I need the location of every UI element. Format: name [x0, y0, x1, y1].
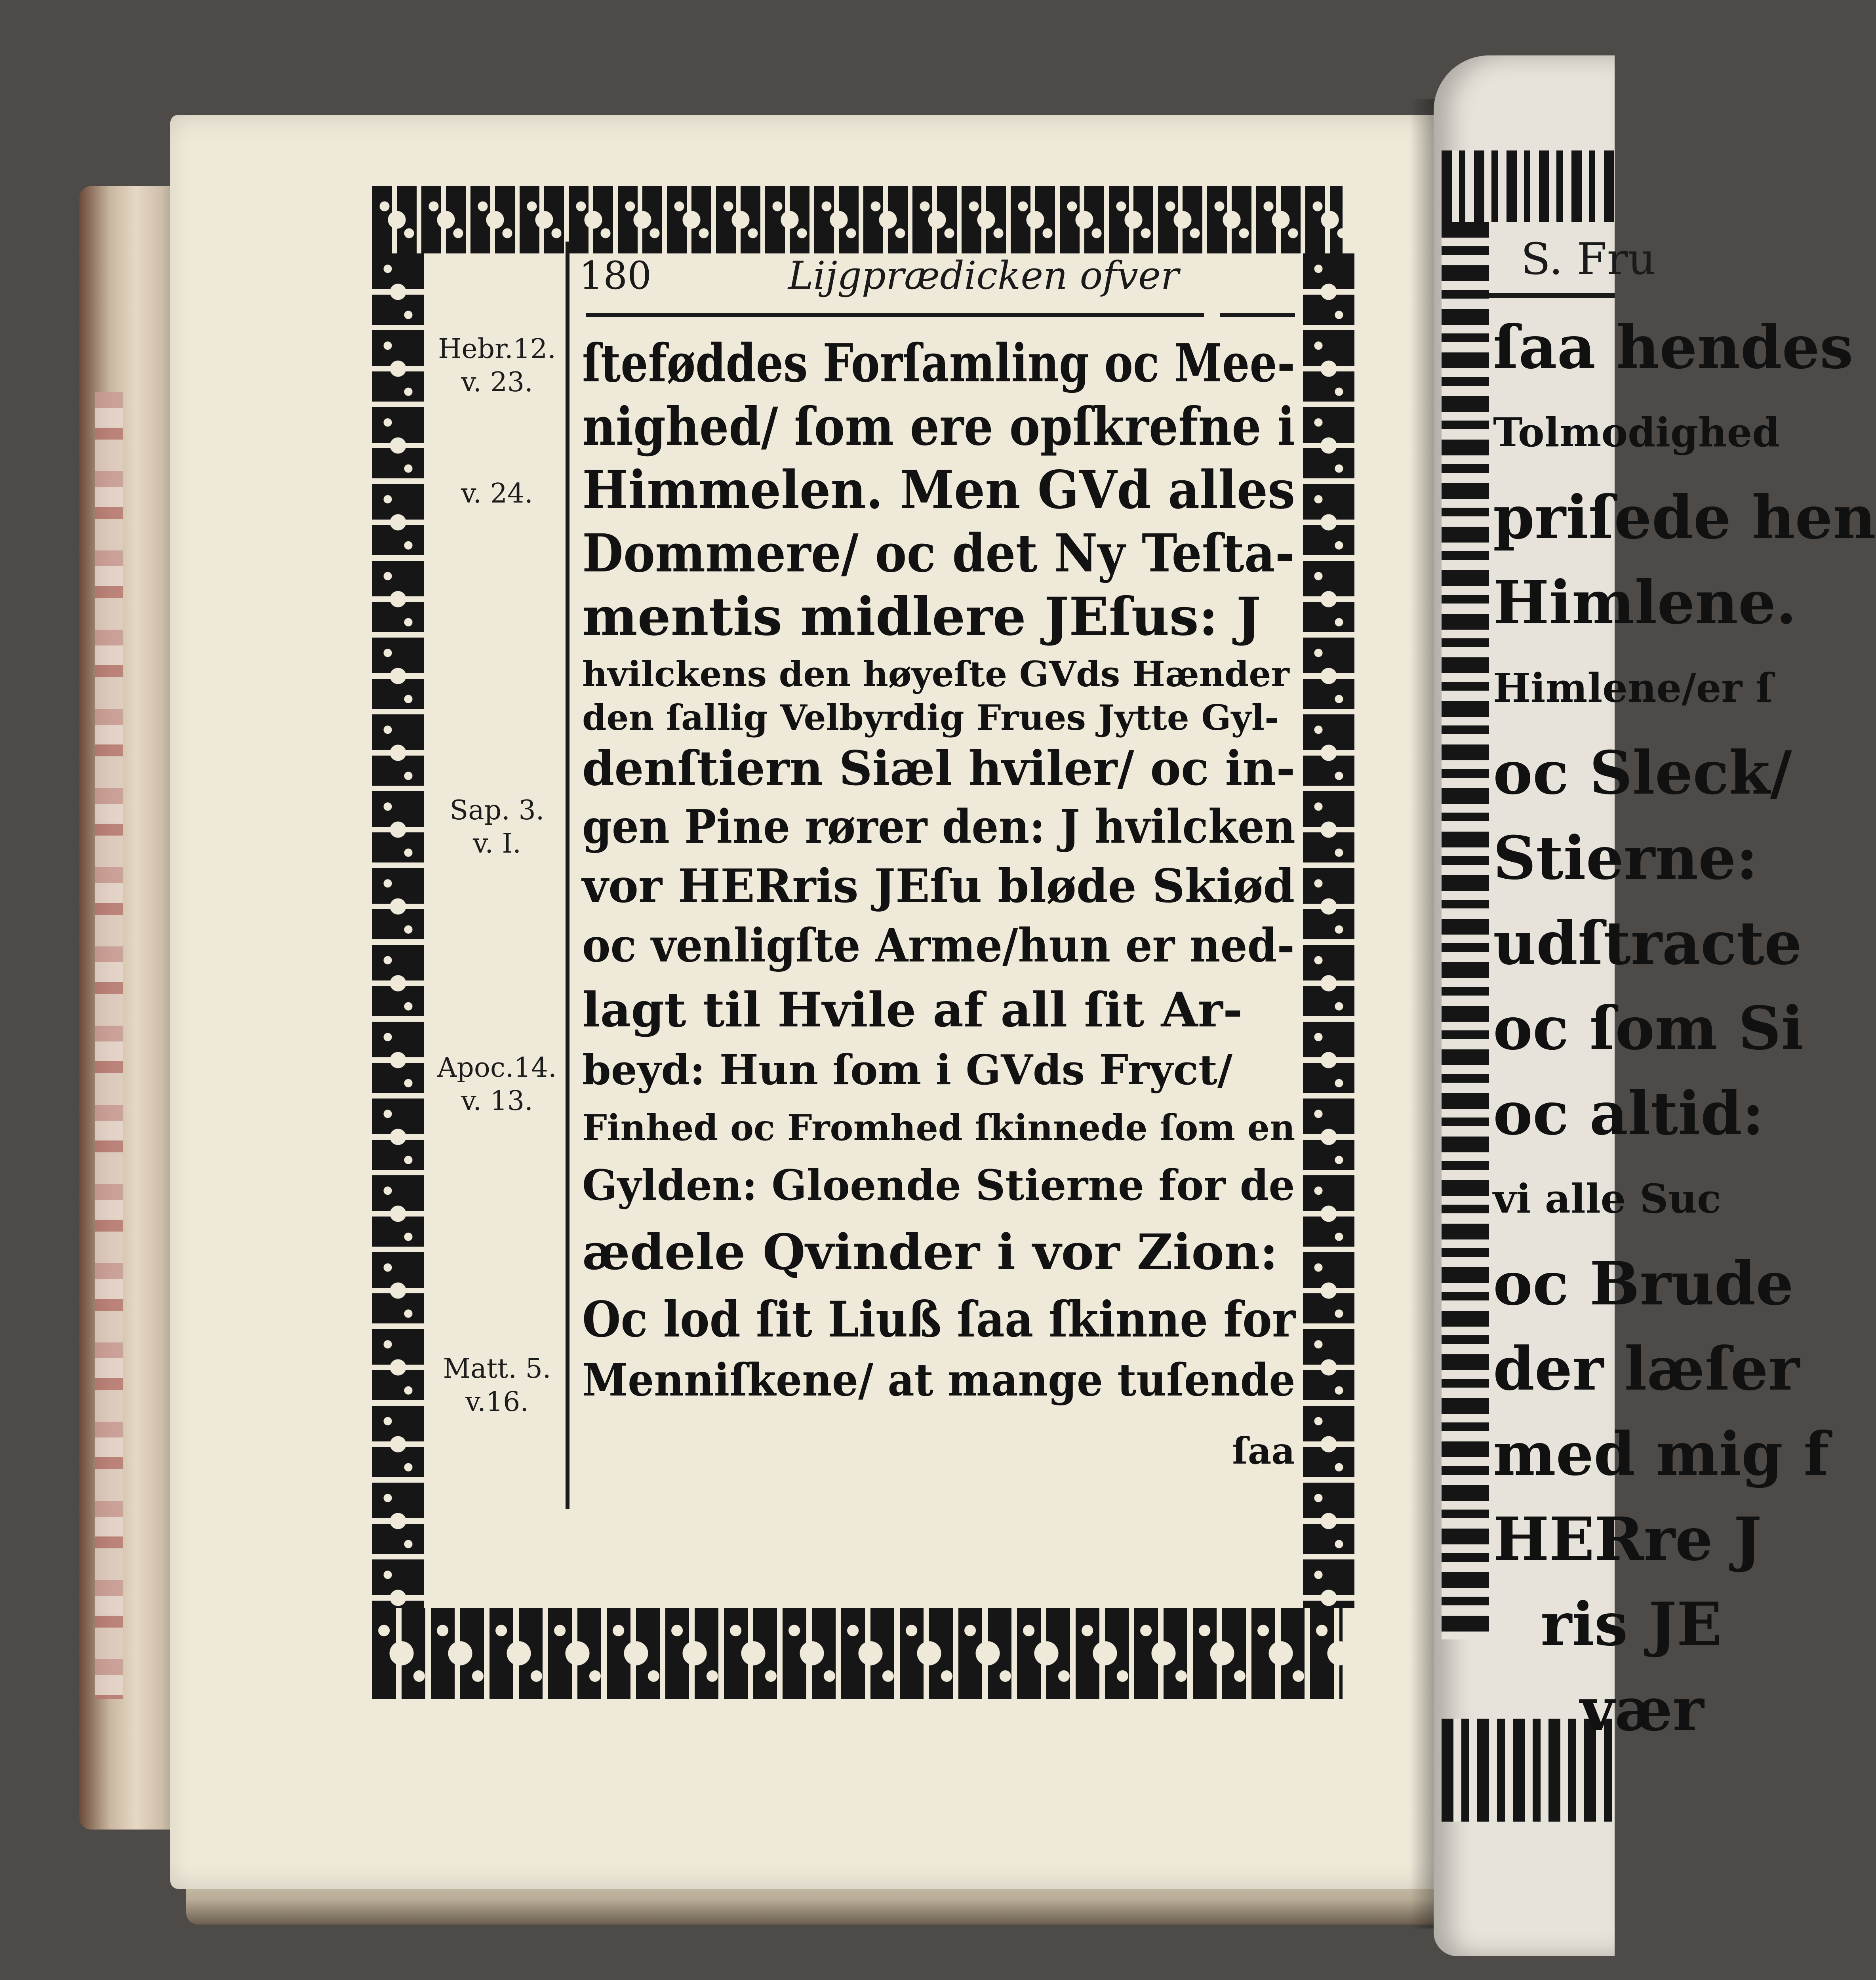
- marginal-note-line: v. I.: [472, 828, 522, 859]
- text-line: [582, 523, 1295, 586]
- facing-text-line: Stierne:: [1493, 823, 1758, 893]
- facing-text-line: Tolmodighed: [1493, 409, 1780, 456]
- text-line-content: oc venligſte Arme/hun er ned-: [582, 919, 1295, 973]
- ornamental-border-bottom: [372, 1608, 1343, 1699]
- facing-body-text: [1493, 305, 1876, 1752]
- facing-text-line: ris JE: [1541, 1590, 1722, 1659]
- book-fore-edge: [79, 186, 182, 1830]
- marginal-note-line: Apoc.14.: [437, 1052, 557, 1083]
- text-line-content: lagt til Hvile af all ſit Ar-: [582, 982, 1243, 1038]
- marginal-note: [432, 1352, 562, 1419]
- text-line-content: den ſallig Velbyrdig Frues Jytte Gyl-: [582, 697, 1279, 738]
- text-line: [582, 859, 1295, 919]
- text-line: [582, 333, 1295, 396]
- marginal-note-line: Matt. 5.: [443, 1353, 551, 1384]
- marginal-note: [432, 477, 562, 510]
- text-line-content: Himmelen. Men GVd alles: [582, 459, 1295, 521]
- text-line-content: Finhed oc Fromhed ſkinnede ſom en: [582, 1107, 1295, 1149]
- facing-text-line: vær: [1580, 1675, 1704, 1744]
- facing-text-line: oc Brude: [1493, 1249, 1794, 1319]
- text-line: [582, 697, 1295, 741]
- facing-text-line: Himlene/er ſ: [1493, 664, 1773, 711]
- facing-header-rule: [1489, 293, 1615, 298]
- facing-page: [1434, 55, 1876, 1956]
- text-line: [582, 1354, 1295, 1410]
- facing-ornamental-border-left: [1442, 222, 1489, 1639]
- facing-text-line: priſede hen: [1493, 483, 1876, 552]
- facing-text-line: oc ſom Si: [1493, 994, 1804, 1063]
- text-line-content: denſtiern Siæl hviler/ oc in-: [582, 741, 1295, 796]
- page-number: 180: [579, 253, 652, 298]
- facing-text-line: Himlene.: [1493, 568, 1797, 638]
- margin-rule: [566, 242, 569, 1509]
- text-line: [582, 653, 1295, 697]
- facing-text-line: der læſer: [1493, 1334, 1800, 1404]
- text-line: [582, 741, 1295, 800]
- facing-text-line: med mig f: [1493, 1419, 1829, 1489]
- marginal-note: [432, 333, 562, 399]
- marginal-note-line: v.16.: [465, 1386, 529, 1418]
- ornamental-border-right: [1303, 253, 1354, 1608]
- marginal-note-line: v. 23.: [461, 367, 533, 398]
- header-rule: [586, 313, 1204, 317]
- facing-text-line: oc Sleck/: [1493, 738, 1792, 808]
- text-line-content: nighed/ ſom ere opſkrefne i: [582, 396, 1295, 457]
- marginal-note-line: Sap. 3.: [449, 795, 545, 826]
- ornamental-border-top: [372, 186, 1343, 253]
- facing-ornamental-border-top: [1442, 150, 1615, 222]
- text-line-content: ſteføddes Forſamling oc Mee-: [582, 333, 1295, 394]
- running-head: Lijgprædicken ofver: [788, 253, 1179, 298]
- text-line-content: Oc lod ſit Liuß ſaa ſkinne for: [582, 1291, 1295, 1348]
- text-line-content: vor HERris JEſu bløde Skiød: [582, 859, 1295, 913]
- text-line: [582, 459, 1295, 523]
- header-rule-end: [1220, 313, 1295, 317]
- text-line: [582, 1107, 1295, 1154]
- text-line-content: Menniſkene/ at mange tuſende: [582, 1354, 1295, 1406]
- text-line: [582, 1224, 1295, 1283]
- marginal-note-line: v. 24.: [461, 478, 533, 509]
- marginal-note-line: v. 13.: [461, 1085, 533, 1117]
- text-line-content: ædele Qvinder i vor Zion:: [582, 1224, 1278, 1281]
- facing-text-line: udſtracte: [1493, 908, 1802, 978]
- text-line-content: hvilckens den høyeſte GVds Hænder: [582, 653, 1289, 695]
- marginal-note: [432, 1051, 562, 1118]
- text-line: [582, 1160, 1295, 1216]
- marginal-note: [432, 794, 562, 861]
- text-line-content: Gylden: Gloende Stierne for de: [582, 1160, 1295, 1210]
- marginal-note-line: Hebr.12.: [438, 333, 556, 365]
- ornamental-border-left: [372, 253, 424, 1608]
- facing-text-line: ſaa hendes: [1493, 312, 1853, 382]
- marbled-edge: [95, 392, 123, 1699]
- text-line-content: mentis midlere JEſus: J: [582, 586, 1261, 647]
- text-line-content: beyd: Hun ſom i GVds Fryct/: [582, 1045, 1232, 1094]
- catchword: ſaa: [1232, 1430, 1295, 1472]
- text-line: [582, 982, 1295, 1041]
- text-line-content: Dommere/ oc det Ny Teſta-: [582, 523, 1295, 584]
- text-line: [582, 1291, 1295, 1350]
- facing-running-head: S. Fru: [1521, 234, 1656, 284]
- text-line-content: gen Pine rører den: J hvilcken: [582, 800, 1295, 854]
- facing-text-line: oc altid:: [1493, 1079, 1764, 1148]
- text-line: [582, 396, 1295, 459]
- text-line: [582, 800, 1295, 859]
- text-line: [582, 586, 1295, 649]
- facing-text-line: HERre J: [1493, 1504, 1762, 1574]
- text-line: [582, 1045, 1295, 1097]
- facing-text-line: vi alle Suc: [1493, 1175, 1721, 1222]
- text-line: [582, 919, 1295, 978]
- text-line: [582, 1430, 1295, 1473]
